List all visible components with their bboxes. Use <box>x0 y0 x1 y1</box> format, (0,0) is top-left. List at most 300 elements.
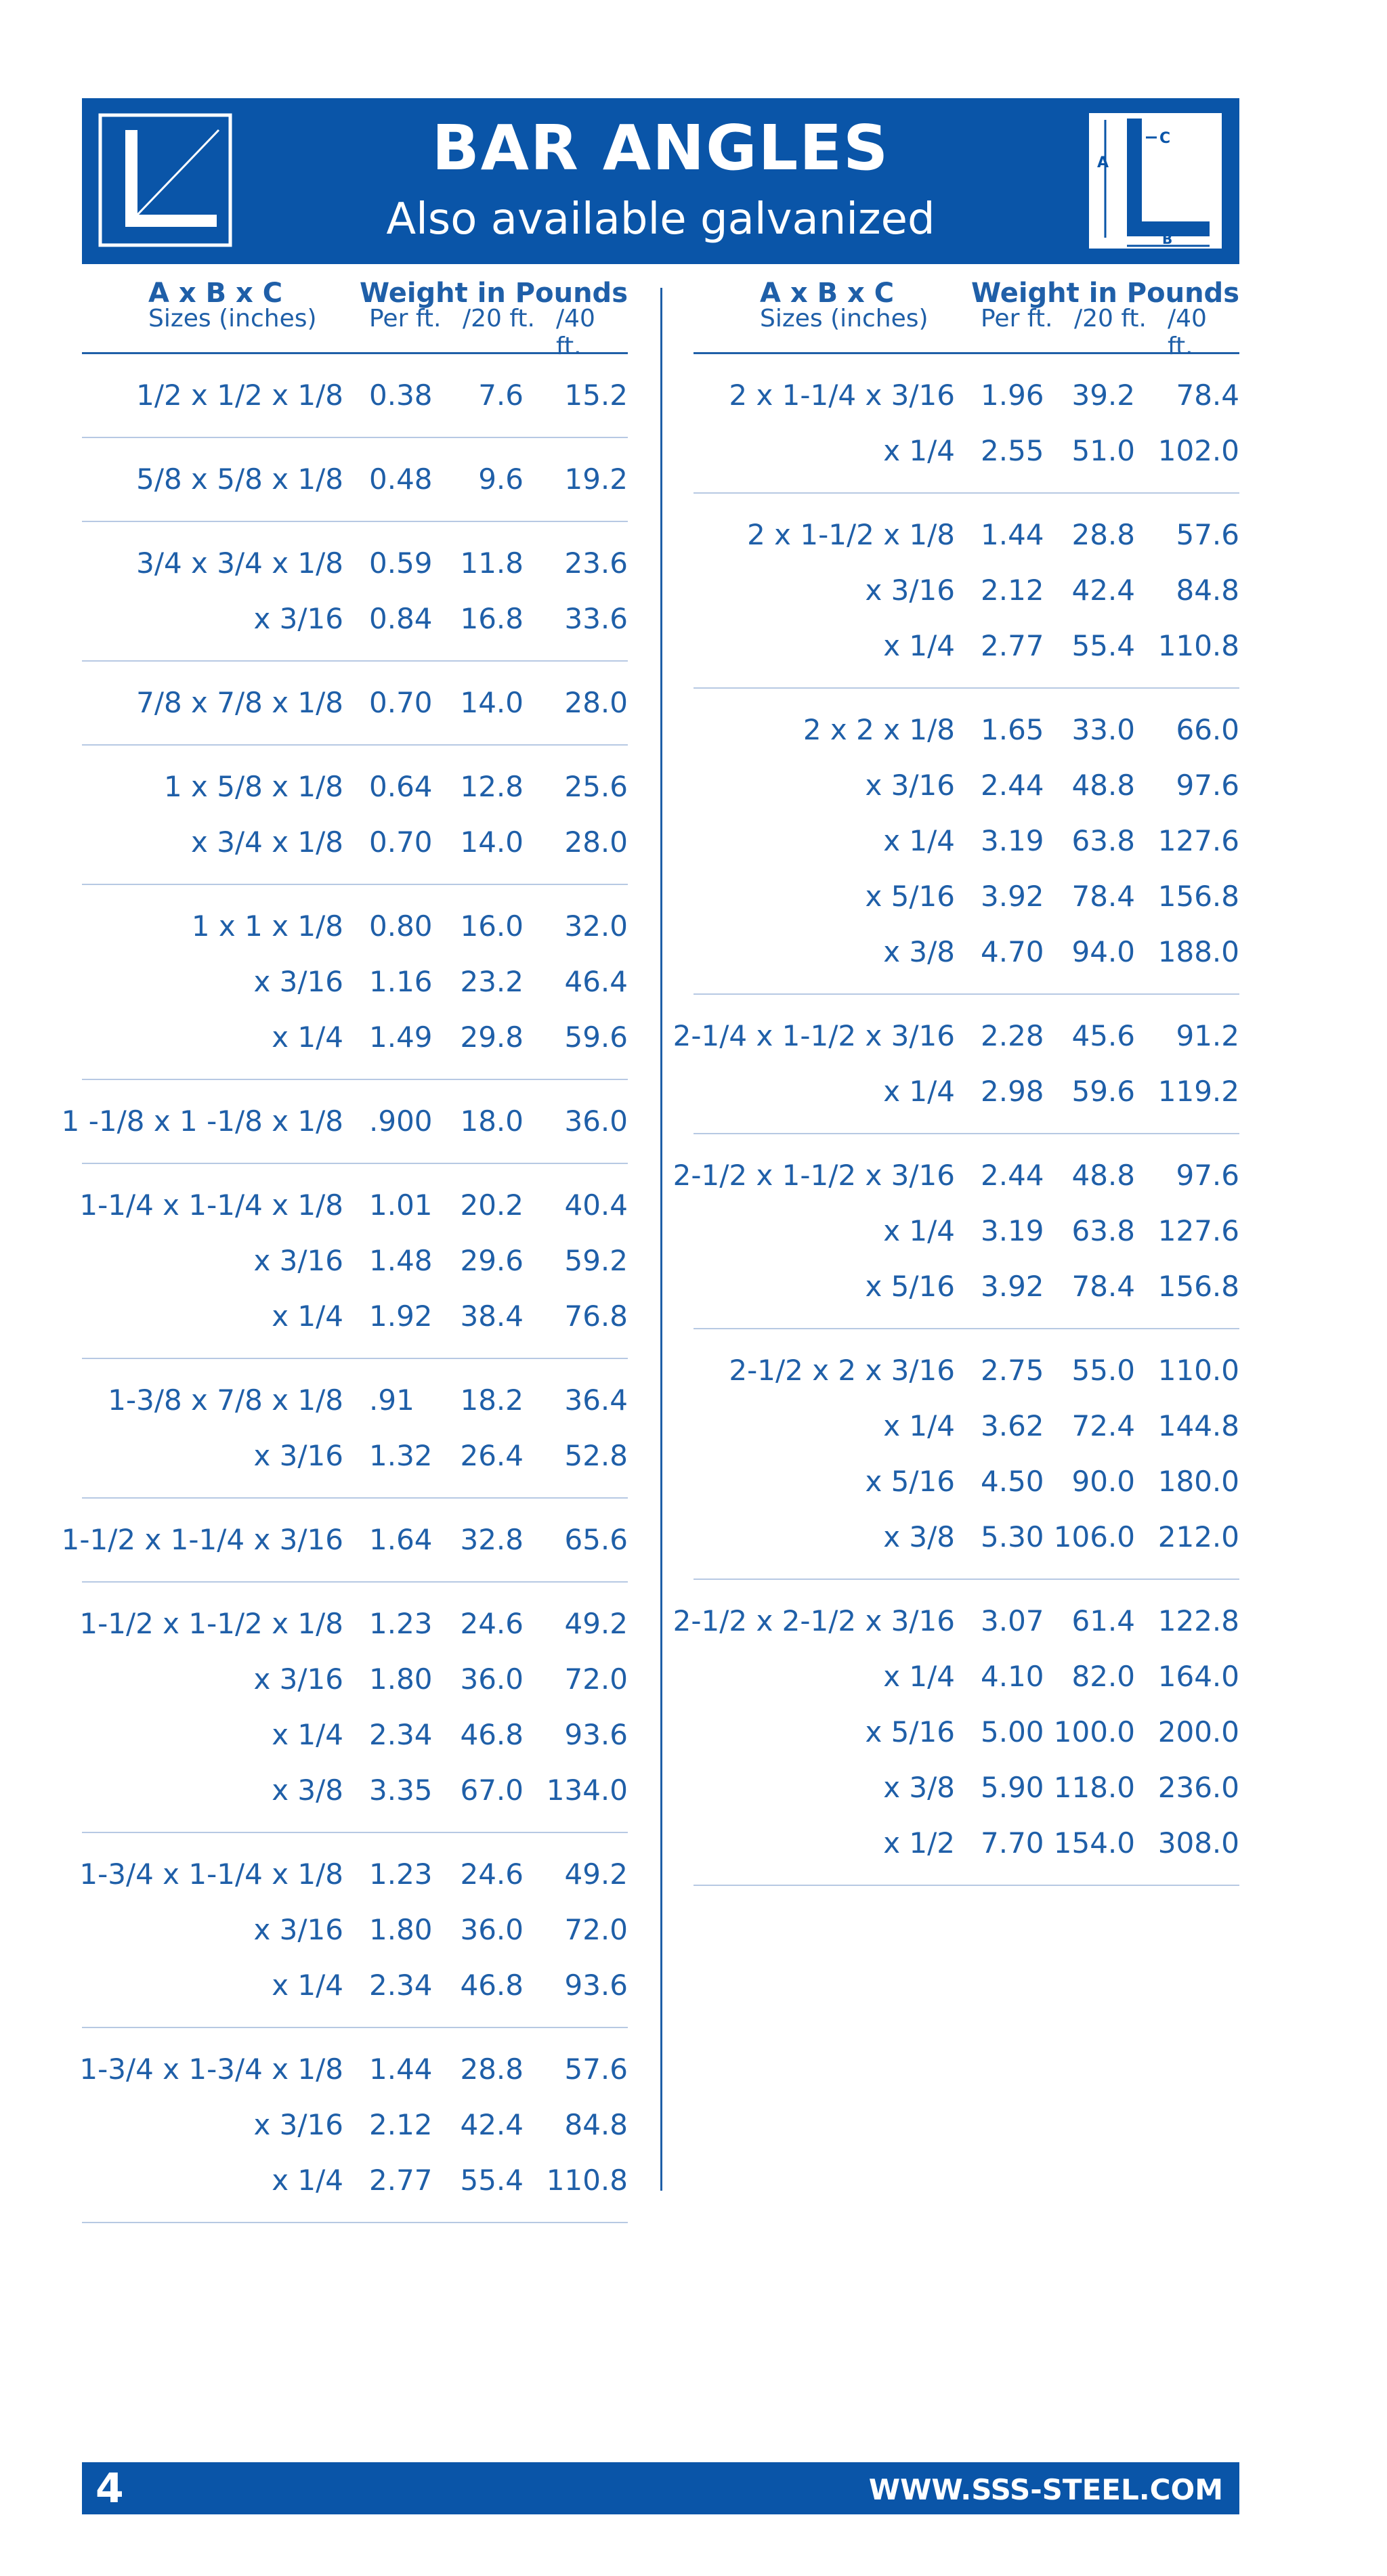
column-divider <box>660 288 662 2191</box>
per-40ft-cell: 65.6 <box>564 1523 628 1556</box>
col-header-20ft: /20 ft. <box>463 305 535 332</box>
per-20ft-cell: 55.4 <box>460 2164 524 2197</box>
size-group <box>694 494 1239 689</box>
per-20ft-cell: 42.4 <box>460 2108 524 2141</box>
col-header-sizes: Sizes (inches) <box>148 305 317 332</box>
per-ft-cell: 2.44 <box>981 1159 1044 1192</box>
per-20ft-cell: 106.0 <box>1053 1520 1135 1553</box>
size-cell: x 5/16 <box>865 880 955 913</box>
table-row <box>61 1512 628 1568</box>
per-20ft-cell: 18.2 <box>460 1383 524 1417</box>
per-40ft-cell: 33.6 <box>564 602 628 635</box>
table-row <box>79 1178 628 1233</box>
per-ft-cell: 2.77 <box>981 629 1044 662</box>
per-ft-cell: 2.55 <box>981 434 1044 467</box>
size-cell: x 3/16 <box>253 1913 343 1946</box>
per-40ft-cell: 97.6 <box>1176 769 1239 802</box>
per-40ft-cell: 91.2 <box>1176 1019 1239 1052</box>
size-cell: x 3/16 <box>253 602 343 635</box>
per-20ft-cell: 24.6 <box>460 1858 524 1891</box>
per-ft-cell: 4.50 <box>981 1465 1044 1498</box>
table-row <box>694 702 1239 758</box>
table-row <box>79 1847 628 1902</box>
size-cell: 2-1/2 x 1-1/2 x 3/16 <box>673 1159 955 1192</box>
title-banner <box>82 98 1239 264</box>
size-cell: 1/2 x 1/2 x 1/8 <box>136 379 343 412</box>
per-40ft-cell: 119.2 <box>1157 1075 1239 1108</box>
table-row <box>694 1454 1239 1509</box>
per-ft-cell: 1.48 <box>369 1244 433 1277</box>
right-table-header <box>694 278 1239 360</box>
size-cell: x 5/16 <box>865 1465 955 1498</box>
table-row <box>694 1064 1239 1119</box>
per-20ft-cell: 100.0 <box>1053 1715 1135 1748</box>
size-cell: 2 x 2 x 1/8 <box>803 713 955 746</box>
per-ft-cell: 0.70 <box>369 686 433 719</box>
per-20ft-cell: 16.0 <box>460 909 524 943</box>
per-40ft-cell: 59.2 <box>564 1244 628 1277</box>
per-ft-cell: 2.12 <box>981 574 1044 607</box>
table-row <box>82 2097 628 2153</box>
size-cell: x 5/16 <box>865 1715 955 1748</box>
table-row <box>694 924 1239 980</box>
angle-dimension-diagram-icon <box>1089 113 1222 249</box>
size-group <box>79 1164 628 1359</box>
per-20ft-cell: 45.6 <box>1071 1019 1135 1052</box>
per-40ft-cell: 144.8 <box>1157 1409 1239 1442</box>
per-40ft-cell: 188.0 <box>1157 935 1239 968</box>
per-ft-cell: 3.35 <box>369 1774 433 1807</box>
left-table-body <box>61 354 628 2223</box>
per-20ft-cell: 55.4 <box>1071 629 1135 662</box>
per-20ft-cell: 32.8 <box>460 1523 524 1556</box>
per-ft-cell: 3.19 <box>981 1214 1044 1247</box>
table-row <box>82 1010 628 1065</box>
size-group <box>82 662 628 746</box>
per-40ft-cell: 36.0 <box>564 1104 628 1138</box>
per-ft-cell: .91 <box>369 1383 414 1417</box>
per-20ft-cell: 46.8 <box>460 1969 524 2002</box>
table-row <box>694 813 1239 869</box>
size-cell: x 1/4 <box>883 1660 955 1693</box>
table-row <box>82 1958 628 2013</box>
size-cell: 1-3/8 x 7/8 x 1/8 <box>108 1383 343 1417</box>
size-cell: 5/8 x 5/8 x 1/8 <box>136 463 343 496</box>
per-20ft-cell: 154.0 <box>1053 1826 1135 1860</box>
diagram-label-a: A <box>1097 154 1109 171</box>
per-40ft-cell: 200.0 <box>1157 1715 1239 1748</box>
per-20ft-cell: 14.0 <box>460 825 524 859</box>
size-cell: x 1/4 <box>272 1718 343 1751</box>
table-row <box>82 1289 628 1344</box>
col-header-40ft: /40 ft. <box>556 305 595 360</box>
size-group <box>673 1134 1239 1329</box>
per-ft-cell: 0.48 <box>369 463 433 496</box>
size-cell: 2 x 1-1/2 x 1/8 <box>747 518 955 551</box>
size-group <box>82 438 628 522</box>
size-group <box>61 1499 628 1583</box>
per-20ft-cell: 12.8 <box>460 770 524 803</box>
col-header-per-ft: Per ft. <box>981 305 1053 332</box>
per-40ft-cell: 66.0 <box>1176 713 1239 746</box>
per-40ft-cell: 164.0 <box>1157 1660 1239 1693</box>
per-ft-cell: 0.38 <box>369 379 433 412</box>
diagram-label-c: C <box>1159 130 1171 147</box>
per-ft-cell: 7.70 <box>981 1826 1044 1860</box>
per-40ft-cell: 76.8 <box>564 1300 628 1333</box>
per-20ft-cell: 29.8 <box>460 1021 524 1054</box>
per-40ft-cell: 32.0 <box>564 909 628 943</box>
size-cell: 1-3/4 x 1-3/4 x 1/8 <box>79 2053 343 2086</box>
table-row <box>694 618 1239 674</box>
size-cell: x 1/4 <box>272 2164 343 2197</box>
per-40ft-cell: 156.8 <box>1157 1270 1239 1303</box>
website-link[interactable]: WWW.SSS-STEEL.COM <box>868 2473 1223 2506</box>
left-table-header <box>82 278 628 360</box>
per-ft-cell: 1.92 <box>369 1300 433 1333</box>
size-group <box>79 1833 628 2028</box>
size-cell: 1-3/4 x 1-1/4 x 1/8 <box>79 1858 343 1891</box>
table-row <box>82 675 628 731</box>
per-40ft-cell: 93.6 <box>564 1969 628 2002</box>
size-cell: 1-1/2 x 1-1/2 x 1/8 <box>79 1607 343 1640</box>
per-20ft-cell: 48.8 <box>1071 769 1135 802</box>
per-40ft-cell: 84.8 <box>1176 574 1239 607</box>
per-20ft-cell: 72.4 <box>1071 1409 1135 1442</box>
per-ft-cell: 5.90 <box>981 1771 1044 1804</box>
per-40ft-cell: 25.6 <box>564 770 628 803</box>
per-20ft-cell: 90.0 <box>1071 1465 1135 1498</box>
per-20ft-cell: 26.4 <box>460 1439 524 1472</box>
per-ft-cell: 1.23 <box>369 1858 433 1891</box>
table-row <box>82 954 628 1010</box>
size-cell: x 1/4 <box>883 434 955 467</box>
per-20ft-cell: 18.0 <box>460 1104 524 1138</box>
per-40ft-cell: 236.0 <box>1157 1771 1239 1804</box>
per-ft-cell: 2.77 <box>369 2164 433 2197</box>
per-20ft-cell: 61.4 <box>1071 1604 1135 1637</box>
size-cell: 7/8 x 7/8 x 1/8 <box>136 686 343 719</box>
diagram-label-b: B <box>1162 231 1173 247</box>
size-cell: 1 x 5/8 x 1/8 <box>163 770 343 803</box>
per-ft-cell: 1.32 <box>369 1439 433 1472</box>
per-40ft-cell: 23.6 <box>564 546 628 580</box>
table-row <box>82 2153 628 2208</box>
size-cell: x 3/16 <box>253 2108 343 2141</box>
per-ft-cell: 3.92 <box>981 1270 1044 1303</box>
table-row <box>82 1763 628 1818</box>
per-ft-cell: 3.92 <box>981 880 1044 913</box>
table-row <box>694 1649 1239 1704</box>
size-cell: x 3/8 <box>883 1520 955 1553</box>
size-cell: x 3/8 <box>883 935 955 968</box>
size-cell: x 3/16 <box>253 965 343 998</box>
per-40ft-cell: 102.0 <box>1157 434 1239 467</box>
per-ft-cell: 5.00 <box>981 1715 1044 1748</box>
size-group <box>82 746 628 885</box>
per-40ft-cell: 19.2 <box>564 463 628 496</box>
per-ft-cell: 1.96 <box>981 379 1044 412</box>
per-20ft-cell: 39.2 <box>1071 379 1135 412</box>
per-40ft-cell: 57.6 <box>564 2053 628 2086</box>
per-40ft-cell: 308.0 <box>1157 1826 1239 1860</box>
per-20ft-cell: 7.6 <box>478 379 524 412</box>
size-group <box>79 2028 628 2223</box>
size-cell: x 3/16 <box>253 1662 343 1696</box>
size-group <box>79 1583 628 1833</box>
per-ft-cell: 0.70 <box>369 825 433 859</box>
table-row <box>82 815 628 870</box>
per-20ft-cell: 24.6 <box>460 1607 524 1640</box>
per-ft-cell: 5.30 <box>981 1520 1044 1553</box>
table-row <box>79 2042 628 2097</box>
left-table <box>61 278 628 2223</box>
size-group <box>82 354 628 438</box>
per-20ft-cell: 67.0 <box>460 1774 524 1807</box>
footer-bar <box>82 2462 1239 2514</box>
per-40ft-cell: 156.8 <box>1157 880 1239 913</box>
table-row <box>82 452 628 507</box>
right-table-body <box>673 354 1239 1886</box>
per-20ft-cell: 42.4 <box>1071 574 1135 607</box>
per-ft-cell: 0.59 <box>369 546 433 580</box>
per-40ft-cell: 78.4 <box>1176 379 1239 412</box>
per-ft-cell: 3.19 <box>981 824 1044 857</box>
size-group <box>673 995 1239 1134</box>
size-cell: x 3/16 <box>253 1439 343 1472</box>
table-row <box>82 1652 628 1707</box>
per-ft-cell: 3.62 <box>981 1409 1044 1442</box>
per-40ft-cell: 28.0 <box>564 825 628 859</box>
size-cell: 1-1/2 x 1-1/4 x 3/16 <box>61 1523 343 1556</box>
per-20ft-cell: 28.8 <box>460 2053 524 2086</box>
size-cell: x 1/4 <box>883 1075 955 1108</box>
per-20ft-cell: 36.0 <box>460 1913 524 1946</box>
per-ft-cell: 0.64 <box>369 770 433 803</box>
col-header-axbxc: A x B x C <box>760 278 895 309</box>
size-group <box>694 354 1239 494</box>
page-title: BAR ANGLES <box>431 112 890 184</box>
size-cell: 2-1/4 x 1-1/2 x 3/16 <box>673 1019 955 1052</box>
table-row <box>694 869 1239 924</box>
per-40ft-cell: 15.2 <box>564 379 628 412</box>
per-20ft-cell: 16.8 <box>460 602 524 635</box>
size-cell: x 1/4 <box>272 1300 343 1333</box>
per-20ft-cell: 38.4 <box>460 1300 524 1333</box>
size-cell: x 3/8 <box>272 1774 343 1807</box>
per-ft-cell: 1.64 <box>369 1523 433 1556</box>
size-cell: 2-1/2 x 2-1/2 x 3/16 <box>673 1604 955 1637</box>
table-row <box>79 1596 628 1652</box>
per-40ft-cell: 52.8 <box>564 1439 628 1472</box>
table-row <box>673 1148 1239 1203</box>
table-row <box>82 1428 628 1484</box>
per-40ft-cell: 49.2 <box>564 1858 628 1891</box>
per-40ft-cell: 127.6 <box>1157 824 1239 857</box>
table-row <box>694 1259 1239 1314</box>
size-group <box>694 1329 1239 1580</box>
table-row <box>694 758 1239 813</box>
table-row <box>694 1760 1239 1816</box>
col-header-axbxc: A x B x C <box>148 278 283 309</box>
table-row <box>694 1816 1239 1871</box>
table-row <box>694 1398 1239 1454</box>
per-40ft-cell: 57.6 <box>1176 518 1239 551</box>
per-20ft-cell: 36.0 <box>460 1662 524 1696</box>
per-20ft-cell: 28.8 <box>1071 518 1135 551</box>
per-40ft-cell: 72.0 <box>564 1662 628 1696</box>
per-ft-cell: 0.84 <box>369 602 433 635</box>
per-20ft-cell: 20.2 <box>460 1188 524 1222</box>
table-row <box>694 507 1239 563</box>
per-ft-cell: 1.01 <box>369 1188 433 1222</box>
size-cell: x 3/4 x 1/8 <box>191 825 343 859</box>
per-ft-cell: 2.34 <box>369 1718 433 1751</box>
size-group <box>694 689 1239 995</box>
per-ft-cell: 2.28 <box>981 1019 1044 1052</box>
per-ft-cell: 4.70 <box>981 935 1044 968</box>
per-20ft-cell: 55.0 <box>1071 1354 1135 1387</box>
table-row <box>82 1233 628 1289</box>
size-cell: 2 x 1-1/4 x 3/16 <box>729 379 955 412</box>
size-cell: 1-1/4 x 1-1/4 x 1/8 <box>79 1188 343 1222</box>
per-ft-cell: 4.10 <box>981 1660 1044 1693</box>
per-ft-cell: .900 <box>369 1104 433 1138</box>
per-40ft-cell: 212.0 <box>1157 1520 1239 1553</box>
size-cell: x 3/8 <box>883 1771 955 1804</box>
size-cell: x 3/16 <box>253 1244 343 1277</box>
per-ft-cell: 1.16 <box>369 965 433 998</box>
per-40ft-cell: 110.8 <box>546 2164 628 2197</box>
per-ft-cell: 2.34 <box>369 1969 433 2002</box>
size-group <box>61 1080 628 1164</box>
per-ft-cell: 2.75 <box>981 1354 1044 1387</box>
table-row <box>694 563 1239 618</box>
size-cell: 1 x 1 x 1/8 <box>191 909 343 943</box>
per-20ft-cell: 78.4 <box>1071 880 1135 913</box>
per-40ft-cell: 49.2 <box>564 1607 628 1640</box>
per-40ft-cell: 97.6 <box>1176 1159 1239 1192</box>
per-ft-cell: 3.07 <box>981 1604 1044 1637</box>
per-40ft-cell: 134.0 <box>546 1774 628 1807</box>
size-cell: x 1/4 <box>883 824 955 857</box>
per-ft-cell: 1.44 <box>369 2053 433 2086</box>
per-40ft-cell: 110.0 <box>1157 1354 1239 1387</box>
size-cell: x 1/4 <box>883 629 955 662</box>
per-20ft-cell: 29.6 <box>460 1244 524 1277</box>
per-20ft-cell: 48.8 <box>1071 1159 1135 1192</box>
table-row <box>82 368 628 423</box>
table-row <box>694 1509 1239 1565</box>
per-20ft-cell: 11.8 <box>460 546 524 580</box>
per-ft-cell: 2.44 <box>981 769 1044 802</box>
page-number: 4 <box>95 2465 124 2512</box>
per-ft-cell: 1.23 <box>369 1607 433 1640</box>
per-20ft-cell: 59.6 <box>1071 1075 1135 1108</box>
per-40ft-cell: 40.4 <box>564 1188 628 1222</box>
size-cell: 2-1/2 x 2 x 3/16 <box>729 1354 955 1387</box>
per-20ft-cell: 51.0 <box>1071 434 1135 467</box>
per-20ft-cell: 82.0 <box>1071 1660 1135 1693</box>
table-row <box>82 1902 628 1958</box>
per-20ft-cell: 63.8 <box>1071 824 1135 857</box>
col-header-sizes: Sizes (inches) <box>760 305 929 332</box>
table-row <box>82 1373 628 1428</box>
table-row <box>82 899 628 954</box>
table-row <box>82 759 628 815</box>
per-40ft-cell: 122.8 <box>1157 1604 1239 1637</box>
per-ft-cell: 0.80 <box>369 909 433 943</box>
table-row <box>82 1707 628 1763</box>
per-ft-cell: 1.65 <box>981 713 1044 746</box>
per-40ft-cell: 180.0 <box>1157 1465 1239 1498</box>
page-subtitle: Also available galvanized <box>386 194 935 244</box>
size-group <box>82 885 628 1080</box>
size-cell: 1 -1/8 x 1 -1/8 x 1/8 <box>61 1104 343 1138</box>
size-group <box>673 1580 1239 1886</box>
per-20ft-cell: 23.2 <box>460 965 524 998</box>
per-20ft-cell: 63.8 <box>1071 1214 1135 1247</box>
table-row <box>694 1704 1239 1760</box>
size-cell: x 5/16 <box>865 1270 955 1303</box>
size-cell: x 1/4 <box>272 1021 343 1054</box>
per-40ft-cell: 93.6 <box>564 1718 628 1751</box>
table-row <box>673 1593 1239 1649</box>
per-40ft-cell: 59.6 <box>564 1021 628 1054</box>
table-row <box>673 1008 1239 1064</box>
per-ft-cell: 1.44 <box>981 518 1044 551</box>
size-group <box>82 1359 628 1499</box>
table-row <box>82 591 628 647</box>
table-row <box>694 368 1239 423</box>
col-header-20ft: /20 ft. <box>1074 305 1147 332</box>
per-40ft-cell: 28.0 <box>564 686 628 719</box>
per-ft-cell: 1.49 <box>369 1021 433 1054</box>
per-40ft-cell: 127.6 <box>1157 1214 1239 1247</box>
per-20ft-cell: 33.0 <box>1071 713 1135 746</box>
per-20ft-cell: 94.0 <box>1071 935 1135 968</box>
per-ft-cell: 1.80 <box>369 1913 433 1946</box>
col-header-weight: Weight in Pounds <box>971 278 1239 309</box>
per-ft-cell: 1.80 <box>369 1662 433 1696</box>
table-row <box>694 1343 1239 1398</box>
col-header-per-ft: Per ft. <box>369 305 442 332</box>
table-row <box>694 1203 1239 1259</box>
per-20ft-cell: 46.8 <box>460 1718 524 1751</box>
per-20ft-cell: 14.0 <box>460 686 524 719</box>
size-cell: 3/4 x 3/4 x 1/8 <box>136 546 343 580</box>
right-table <box>673 278 1239 1886</box>
per-20ft-cell: 118.0 <box>1053 1771 1135 1804</box>
size-cell: x 1/2 <box>883 1826 955 1860</box>
per-40ft-cell: 72.0 <box>564 1913 628 1946</box>
per-40ft-cell: 46.4 <box>564 965 628 998</box>
per-ft-cell: 2.98 <box>981 1075 1044 1108</box>
size-cell: x 1/4 <box>883 1214 955 1247</box>
table-row <box>82 536 628 591</box>
per-40ft-cell: 84.8 <box>564 2108 628 2141</box>
per-40ft-cell: 36.4 <box>564 1383 628 1417</box>
col-header-40ft: /40 ft. <box>1168 305 1207 360</box>
size-cell: x 3/16 <box>865 769 955 802</box>
per-20ft-cell: 9.6 <box>478 463 524 496</box>
size-cell: x 1/4 <box>272 1969 343 2002</box>
size-cell: x 3/16 <box>865 574 955 607</box>
per-20ft-cell: 78.4 <box>1071 1270 1135 1303</box>
table-row <box>694 423 1239 479</box>
col-header-weight: Weight in Pounds <box>360 278 628 309</box>
size-group <box>82 522 628 662</box>
